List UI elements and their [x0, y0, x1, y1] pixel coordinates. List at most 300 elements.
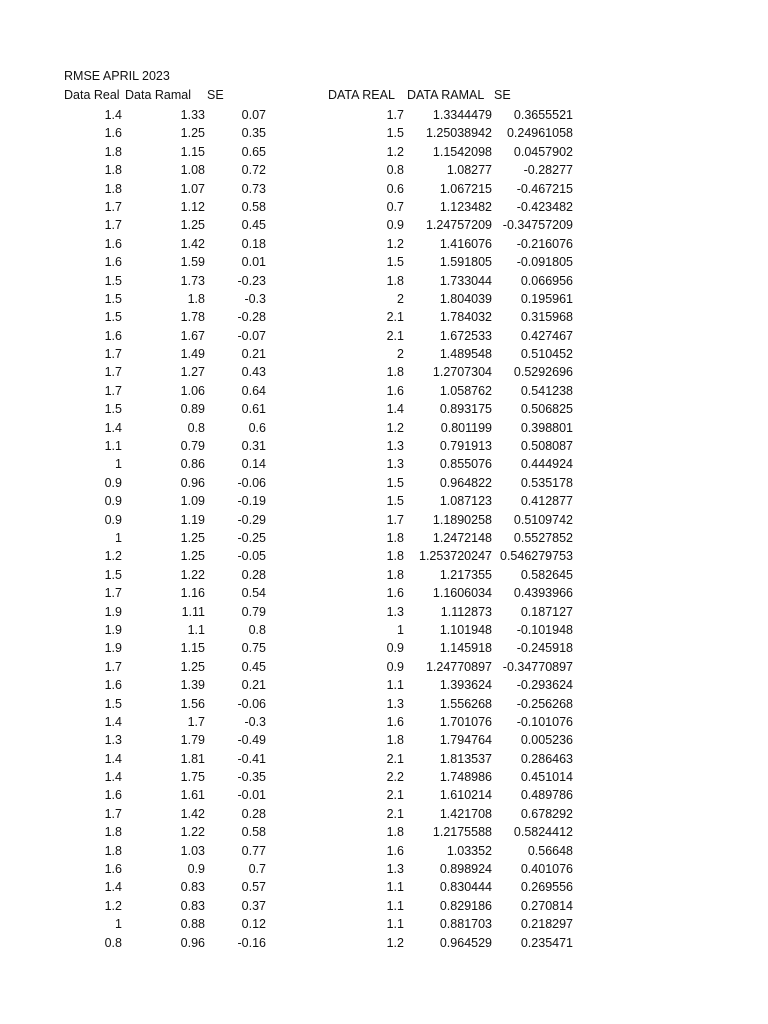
table-row — [0, 308, 768, 326]
right-se-cell: 0.286463 — [520, 751, 573, 766]
right-data-real-cell: 2.1 — [386, 310, 404, 325]
left-data-real-cell: 1.7 — [104, 199, 122, 214]
right-data-real-cell: 1.2 — [386, 144, 404, 159]
right-se-cell: 0.508087 — [520, 439, 573, 454]
left-se-cell: 0.54 — [241, 586, 266, 601]
right-se-cell: 0.218297 — [520, 917, 573, 932]
left-se-cell: 0.57 — [241, 880, 266, 895]
right-data-ramal-cell: 0.791913 — [439, 439, 492, 454]
table-row — [0, 253, 768, 271]
right-se-cell: 0.412877 — [520, 494, 573, 509]
right-data-ramal-cell: 1.03352 — [446, 843, 492, 858]
left-data-ramal-cell: 1.61 — [180, 788, 205, 803]
left-data-ramal-cell: 1.25 — [180, 126, 205, 141]
left-data-ramal-cell: 0.89 — [180, 402, 205, 417]
right-data-real-cell: 2.1 — [386, 806, 404, 821]
left-data-ramal-cell: 1.22 — [180, 567, 205, 582]
right-se-cell: 0.269556 — [520, 880, 573, 895]
right-data-ramal-cell: 1.1542098 — [432, 144, 492, 159]
right-data-ramal-cell: 1.08277 — [446, 163, 492, 178]
left-se-cell: 0.61 — [241, 402, 266, 417]
left-data-ramal-cell: 1.7 — [187, 714, 205, 729]
right-data-real-cell: 1 — [397, 622, 404, 637]
table-row — [0, 106, 768, 124]
table-row — [0, 124, 768, 142]
left-data-ramal-cell: 0.83 — [180, 880, 205, 895]
right-se-cell: -0.34770897 — [502, 659, 573, 674]
right-data-real-cell: 1.3 — [386, 604, 404, 619]
right-data-real-cell: 1.5 — [386, 126, 404, 141]
right-data-real-cell: 0.6 — [386, 181, 404, 196]
left-se-cell: -0.07 — [237, 328, 266, 343]
left-data-real-cell: 1.8 — [104, 163, 122, 178]
left-data-ramal-cell: 1.73 — [180, 273, 205, 288]
left-data-ramal-cell: 1.22 — [180, 825, 205, 840]
left-se-cell: -0.06 — [237, 696, 266, 711]
right-se-cell: -0.091805 — [516, 255, 573, 270]
table-row — [0, 860, 768, 878]
left-se-cell: -0.16 — [237, 935, 266, 950]
table-row — [0, 731, 768, 749]
right-data-ramal-cell: 1.804039 — [439, 291, 492, 306]
table-row — [0, 695, 768, 713]
left-se-cell: 0.7 — [248, 862, 266, 877]
right-se-cell: -0.293624 — [516, 678, 573, 693]
left-se-cell: 0.45 — [241, 218, 266, 233]
right-data-real-cell: 1.8 — [386, 273, 404, 288]
table-row — [0, 603, 768, 621]
left-se-cell: 0.73 — [241, 181, 266, 196]
left-se-cell: 0.64 — [241, 383, 266, 398]
right-se-cell: 0.315968 — [520, 310, 573, 325]
left-data-ramal-cell: 1.8 — [187, 291, 205, 306]
left-data-ramal-cell: 1.78 — [180, 310, 205, 325]
table-row — [0, 547, 768, 565]
right-se-cell: -0.256268 — [516, 696, 573, 711]
right-se-cell: 0.541238 — [520, 383, 573, 398]
left-se-cell: 0.21 — [241, 678, 266, 693]
left-data-ramal-cell: 1.07 — [180, 181, 205, 196]
left-header-se: SE — [207, 88, 224, 102]
right-data-ramal-cell: 1.067215 — [439, 181, 492, 196]
right-data-ramal-cell: 1.3344479 — [432, 108, 492, 122]
table-row — [0, 272, 768, 290]
right-se-cell: 0.187127 — [520, 604, 573, 619]
left-se-cell: -0.23 — [237, 273, 266, 288]
table-row — [0, 584, 768, 602]
left-se-cell: -0.01 — [237, 788, 266, 803]
left-data-ramal-cell: 1.75 — [180, 770, 205, 785]
right-data-ramal-cell: 1.610214 — [439, 788, 492, 803]
right-data-real-cell: 1.2 — [386, 935, 404, 950]
left-data-ramal-cell: 1.09 — [180, 494, 205, 509]
left-data-ramal-cell: 1.03 — [180, 843, 205, 858]
left-data-real-cell: 1 — [115, 917, 122, 932]
right-data-real-cell: 2.1 — [386, 788, 404, 803]
table-row — [0, 455, 768, 473]
left-data-real-cell: 1.2 — [104, 549, 122, 564]
left-data-real-cell: 1.7 — [104, 383, 122, 398]
right-data-ramal-cell: 1.101948 — [439, 622, 492, 637]
left-se-cell: 0.31 — [241, 439, 266, 454]
right-data-ramal-cell: 0.964529 — [439, 935, 492, 950]
right-data-ramal-cell: 1.087123 — [439, 494, 492, 509]
right-data-real-cell: 2 — [397, 347, 404, 362]
left-data-real-cell: 0.9 — [104, 475, 122, 490]
right-data-real-cell: 1.1 — [386, 917, 404, 932]
right-data-ramal-cell: 1.416076 — [439, 236, 492, 251]
right-se-cell: 0.401076 — [520, 862, 573, 877]
right-se-cell: -0.101948 — [516, 622, 573, 637]
left-data-ramal-cell: 1.33 — [180, 108, 205, 122]
right-data-ramal-cell: 1.794764 — [439, 733, 492, 748]
right-header-data-ramal: DATA RAMAL — [407, 88, 485, 102]
left-data-real-cell: 1.8 — [104, 144, 122, 159]
right-se-cell: 0.005236 — [520, 733, 573, 748]
left-se-cell: 0.12 — [241, 917, 266, 932]
right-data-ramal-cell: 0.801199 — [440, 420, 492, 435]
right-data-ramal-cell: 0.898924 — [439, 862, 492, 877]
right-data-ramal-cell: 1.1606034 — [432, 586, 492, 601]
table-row — [0, 658, 768, 676]
left-data-real-cell: 1.7 — [104, 365, 122, 380]
table-row — [0, 474, 768, 492]
table-row — [0, 621, 768, 639]
left-data-ramal-cell: 0.86 — [180, 457, 205, 472]
left-data-real-cell: 1.1 — [104, 439, 122, 454]
left-data-real-cell: 1.2 — [104, 898, 122, 913]
right-se-cell: 0.510452 — [520, 347, 573, 362]
left-se-cell: -0.05 — [237, 549, 266, 564]
left-se-cell: -0.41 — [237, 751, 266, 766]
left-se-cell: -0.3 — [244, 291, 266, 306]
right-data-real-cell: 0.8 — [386, 163, 404, 178]
left-data-ramal-cell: 1.39 — [180, 678, 205, 693]
right-data-ramal-cell: 1.733044 — [439, 273, 492, 288]
right-data-ramal-cell: 1.672533 — [439, 328, 492, 343]
right-se-cell: 0.0457902 — [513, 144, 573, 159]
right-data-ramal-cell: 1.058762 — [439, 383, 492, 398]
left-se-cell: 0.79 — [241, 604, 266, 619]
right-data-ramal-cell: 0.855076 — [439, 457, 492, 472]
right-data-ramal-cell: 1.1890258 — [432, 512, 492, 527]
table-row — [0, 161, 768, 179]
left-data-real-cell: 1.7 — [104, 347, 122, 362]
table-row — [0, 805, 768, 823]
right-data-ramal-cell: 1.2707304 — [432, 365, 492, 380]
table-row — [0, 529, 768, 547]
left-data-real-cell: 1.6 — [104, 862, 122, 877]
right-data-ramal-cell: 1.24770897 — [425, 659, 492, 674]
right-data-ramal-cell: 0.881703 — [439, 917, 492, 932]
left-data-real-cell: 1.7 — [104, 586, 122, 601]
left-se-cell: 0.77 — [241, 843, 266, 858]
left-se-cell: 0.01 — [241, 255, 266, 270]
right-se-cell: 0.4393966 — [513, 586, 573, 601]
left-data-ramal-cell: 0.88 — [180, 917, 205, 932]
right-data-ramal-cell: 1.591805 — [439, 255, 492, 270]
right-data-ramal-cell: 1.24757209 — [425, 218, 492, 233]
right-se-cell: 0.56648 — [527, 843, 573, 858]
right-data-ramal-cell: 1.556268 — [439, 696, 492, 711]
right-se-cell: -0.423482 — [516, 199, 573, 214]
table-row — [0, 639, 768, 657]
left-data-real-cell: 1.9 — [104, 641, 122, 656]
left-data-real-cell: 1.9 — [104, 622, 122, 637]
left-data-ramal-cell: 1.16 — [180, 586, 205, 601]
left-data-real-cell: 1.8 — [104, 825, 122, 840]
table-row — [0, 823, 768, 841]
left-data-ramal-cell: 1.59 — [180, 255, 205, 270]
right-data-real-cell: 1.8 — [386, 365, 404, 380]
right-se-cell: -0.28277 — [523, 163, 573, 178]
left-data-real-cell: 1.6 — [104, 788, 122, 803]
left-se-cell: -0.19 — [237, 494, 266, 509]
right-data-real-cell: 1.1 — [386, 880, 404, 895]
right-data-real-cell: 1.2 — [386, 420, 404, 435]
left-header-data-real: Data Real — [64, 88, 120, 102]
left-se-cell: 0.35 — [241, 126, 266, 141]
left-data-ramal-cell: 1.11 — [181, 604, 205, 619]
right-se-cell: 0.235471 — [520, 935, 573, 950]
right-se-cell: -0.245918 — [516, 641, 573, 656]
right-data-real-cell: 0.9 — [386, 641, 404, 656]
right-header-se: SE — [494, 88, 511, 102]
left-data-ramal-cell: 0.79 — [180, 439, 205, 454]
right-data-ramal-cell: 1.2472148 — [432, 530, 492, 545]
right-se-cell: 0.427467 — [520, 328, 573, 343]
right-se-cell: 0.582645 — [520, 567, 573, 582]
left-data-ramal-cell: 1.25 — [180, 530, 205, 545]
table-row — [0, 363, 768, 381]
left-data-real-cell: 0.9 — [104, 494, 122, 509]
right-data-real-cell: 1.3 — [386, 457, 404, 472]
right-se-cell: 0.489786 — [520, 788, 573, 803]
left-data-real-cell: 0.9 — [104, 512, 122, 527]
left-data-real-cell: 1.6 — [104, 236, 122, 251]
left-data-ramal-cell: 1.25 — [180, 549, 205, 564]
right-data-real-cell: 1.8 — [386, 733, 404, 748]
right-se-cell: 0.24961058 — [506, 126, 573, 141]
left-se-cell: 0.28 — [241, 806, 266, 821]
right-data-real-cell: 0.9 — [386, 659, 404, 674]
right-data-real-cell: 1.6 — [386, 714, 404, 729]
right-data-real-cell: 1.3 — [386, 696, 404, 711]
left-se-cell: -0.3 — [244, 714, 266, 729]
left-data-real-cell: 1.4 — [104, 108, 122, 122]
sheet-title: RMSE APRIL 2023 — [64, 69, 170, 83]
left-data-ramal-cell: 1.81 — [180, 751, 205, 766]
left-se-cell: -0.35 — [237, 770, 266, 785]
right-data-ramal-cell: 1.253720247 — [419, 549, 492, 564]
table-row — [0, 768, 768, 786]
left-se-cell: 0.75 — [241, 641, 266, 656]
left-se-cell: -0.28 — [237, 310, 266, 325]
right-data-real-cell: 1.1 — [386, 678, 404, 693]
left-data-ramal-cell: 1.1 — [187, 622, 205, 637]
left-data-real-cell: 1.5 — [104, 273, 122, 288]
table-row — [0, 511, 768, 529]
left-data-ramal-cell: 1.25 — [180, 218, 205, 233]
table-row — [0, 878, 768, 896]
right-data-ramal-cell: 0.830444 — [439, 880, 492, 895]
left-se-cell: 0.07 — [241, 108, 266, 122]
left-se-cell: 0.8 — [248, 622, 266, 637]
left-data-real-cell: 1.5 — [104, 696, 122, 711]
table-row — [0, 198, 768, 216]
right-data-real-cell: 0.7 — [386, 199, 404, 214]
left-se-cell: 0.28 — [241, 567, 266, 582]
left-se-cell: 0.14 — [241, 457, 266, 472]
left-data-real-cell: 0.8 — [104, 935, 122, 950]
table-row — [0, 750, 768, 768]
right-data-real-cell: 1.7 — [386, 108, 404, 122]
right-se-cell: 0.506825 — [520, 402, 573, 417]
right-data-ramal-cell: 1.421708 — [439, 806, 492, 821]
table-row — [0, 915, 768, 933]
right-se-cell: 0.398801 — [520, 420, 573, 435]
table-row — [0, 400, 768, 418]
right-se-cell: 0.678292 — [520, 806, 573, 821]
left-data-ramal-cell: 1.12 — [180, 199, 205, 214]
right-se-cell: -0.101076 — [516, 714, 573, 729]
right-se-cell: 0.535178 — [520, 475, 573, 490]
left-data-real-cell: 1 — [115, 530, 122, 545]
right-data-real-cell: 1.6 — [386, 383, 404, 398]
left-se-cell: 0.58 — [241, 199, 266, 214]
left-se-cell: -0.25 — [237, 530, 266, 545]
left-data-ramal-cell: 1.67 — [180, 328, 205, 343]
left-se-cell: 0.58 — [241, 825, 266, 840]
left-data-real-cell: 1.5 — [104, 402, 122, 417]
right-se-cell: 0.5292696 — [513, 365, 573, 380]
left-data-real-cell: 1.5 — [104, 291, 122, 306]
table-row — [0, 492, 768, 510]
right-data-real-cell: 1.5 — [386, 475, 404, 490]
left-data-ramal-cell: 1.15 — [180, 144, 205, 159]
right-se-cell: 0.444924 — [520, 457, 573, 472]
right-data-ramal-cell: 1.145918 — [439, 641, 492, 656]
right-data-ramal-cell: 1.701076 — [439, 714, 492, 729]
right-data-real-cell: 2.2 — [386, 770, 404, 785]
right-se-cell: 0.5527852 — [513, 530, 573, 545]
right-data-ramal-cell: 0.893175 — [439, 402, 492, 417]
right-se-cell: -0.467215 — [516, 181, 573, 196]
left-se-cell: 0.72 — [241, 163, 266, 178]
left-data-ramal-cell: 1.42 — [180, 236, 205, 251]
left-data-ramal-cell: 0.96 — [180, 935, 205, 950]
left-data-real-cell: 1.7 — [104, 806, 122, 821]
left-data-real-cell: 1.8 — [104, 181, 122, 196]
right-data-real-cell: 1.1 — [386, 898, 404, 913]
right-data-real-cell: 1.8 — [386, 549, 404, 564]
right-header-data-real: DATA REAL — [328, 88, 395, 102]
right-data-real-cell: 1.3 — [386, 439, 404, 454]
right-data-ramal-cell: 1.123482 — [439, 199, 492, 214]
right-data-real-cell: 1.5 — [386, 255, 404, 270]
left-data-real-cell: 1.4 — [104, 770, 122, 785]
right-se-cell: -0.34757209 — [502, 218, 573, 233]
left-data-real-cell: 1.4 — [104, 714, 122, 729]
left-data-real-cell: 1.6 — [104, 678, 122, 693]
left-se-cell: -0.29 — [237, 512, 266, 527]
right-data-real-cell: 1.3 — [386, 862, 404, 877]
table-row — [0, 676, 768, 694]
left-data-real-cell: 1.4 — [104, 880, 122, 895]
right-se-cell: 0.5109742 — [513, 512, 573, 527]
left-se-cell: -0.06 — [237, 475, 266, 490]
right-data-real-cell: 1.7 — [386, 512, 404, 527]
left-se-cell: -0.49 — [237, 733, 266, 748]
right-data-real-cell: 1.6 — [386, 843, 404, 858]
right-data-real-cell: 1.8 — [386, 530, 404, 545]
left-data-ramal-cell: 1.06 — [180, 383, 205, 398]
right-data-real-cell: 1.8 — [386, 567, 404, 582]
left-data-ramal-cell: 1.79 — [180, 733, 205, 748]
table-row — [0, 437, 768, 455]
table-row — [0, 235, 768, 253]
left-se-cell: 0.37 — [241, 898, 266, 913]
table-row — [0, 934, 768, 952]
right-data-ramal-cell: 1.112873 — [440, 604, 492, 619]
right-data-real-cell: 2 — [397, 291, 404, 306]
right-data-ramal-cell: 1.217355 — [439, 567, 492, 582]
left-data-ramal-cell: 1.15 — [180, 641, 205, 656]
right-data-ramal-cell: 1.813537 — [439, 751, 492, 766]
left-data-real-cell: 1.6 — [104, 328, 122, 343]
left-data-real-cell: 1 — [115, 457, 122, 472]
left-se-cell: 0.43 — [241, 365, 266, 380]
right-data-ramal-cell: 1.25038942 — [425, 126, 492, 141]
right-data-ramal-cell: 0.829186 — [439, 898, 492, 913]
right-data-ramal-cell: 1.784032 — [439, 310, 492, 325]
left-data-real-cell: 1.7 — [104, 659, 122, 674]
left-data-real-cell: 1.4 — [104, 420, 122, 435]
data-table — [0, 106, 768, 952]
left-data-real-cell: 1.4 — [104, 751, 122, 766]
right-data-real-cell: 1.8 — [386, 825, 404, 840]
left-data-real-cell: 1.8 — [104, 843, 122, 858]
right-data-ramal-cell: 1.2175588 — [432, 825, 492, 840]
left-se-cell: 0.21 — [241, 347, 266, 362]
left-data-real-cell: 1.6 — [104, 255, 122, 270]
table-row — [0, 216, 768, 234]
right-data-real-cell: 0.9 — [386, 218, 404, 233]
left-data-ramal-cell: 1.49 — [180, 347, 205, 362]
right-se-cell: 0.066956 — [520, 273, 573, 288]
right-se-cell: 0.3655521 — [513, 108, 573, 122]
right-data-real-cell: 2.1 — [386, 328, 404, 343]
right-se-cell: -0.216076 — [516, 236, 573, 251]
table-row — [0, 897, 768, 915]
right-data-real-cell: 1.4 — [386, 402, 404, 417]
left-se-cell: 0.45 — [241, 659, 266, 674]
table-row — [0, 382, 768, 400]
left-data-ramal-cell: 1.25 — [180, 659, 205, 674]
left-data-ramal-cell: 1.56 — [180, 696, 205, 711]
left-data-real-cell: 1.5 — [104, 567, 122, 582]
left-data-real-cell: 1.5 — [104, 310, 122, 325]
right-data-real-cell: 1.5 — [386, 494, 404, 509]
right-se-cell: 0.451014 — [520, 770, 573, 785]
left-data-ramal-cell: 0.9 — [187, 862, 205, 877]
left-data-real-cell: 1.6 — [104, 126, 122, 141]
table-row — [0, 180, 768, 198]
right-data-ramal-cell: 0.964822 — [439, 475, 492, 490]
left-data-ramal-cell: 1.27 — [180, 365, 205, 380]
right-data-real-cell: 1.2 — [386, 236, 404, 251]
left-header-data-ramal: Data Ramal — [125, 88, 191, 102]
